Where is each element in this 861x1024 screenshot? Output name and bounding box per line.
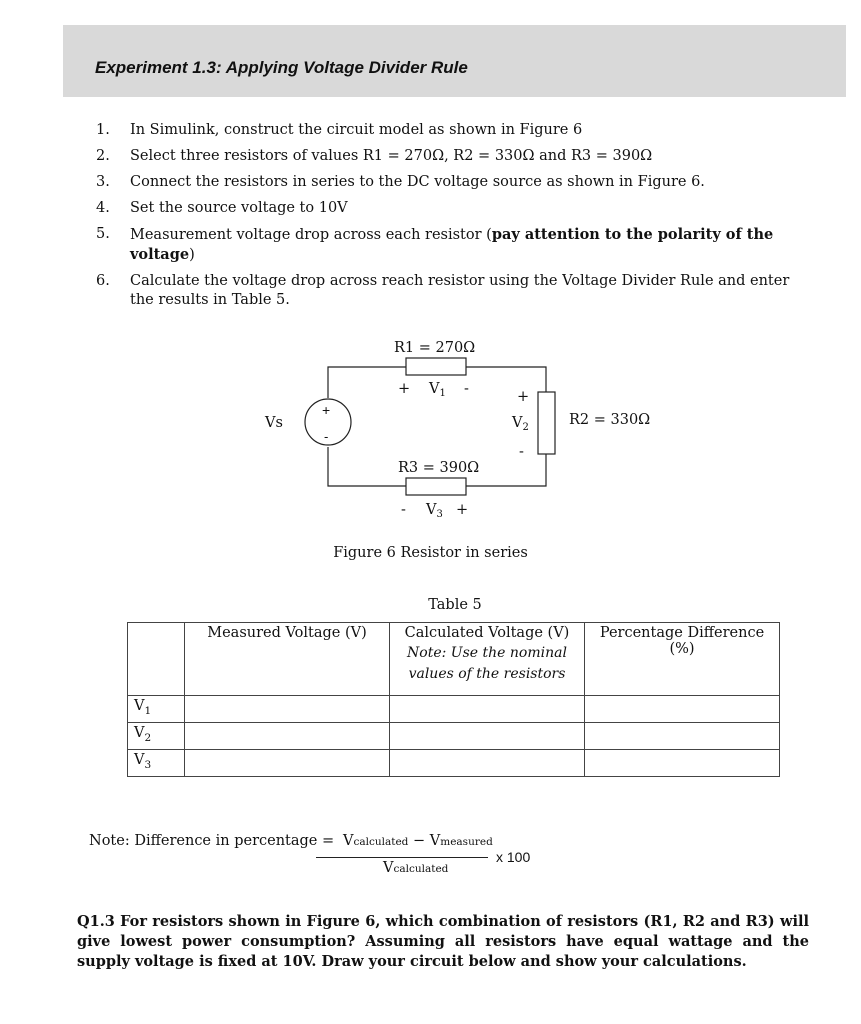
item-text: ): [189, 247, 195, 263]
item-text: Measurement voltage drop across each resistor (: [130, 227, 492, 243]
list-item: [96, 199, 816, 218]
list-item: [96, 173, 816, 192]
v3-plus-sign: +: [456, 502, 469, 518]
results-table: [127, 622, 780, 777]
item-number: 6.: [96, 273, 110, 289]
item-number: 3.: [96, 174, 110, 190]
row-label: $V_2$: [128, 723, 185, 750]
header-cell-measured: Measured Voltage (V): [185, 623, 390, 696]
calculated-note: Note: Use the nominal values of the resistors: [407, 645, 567, 682]
table-title: Table 5: [428, 597, 482, 613]
circuit-diagram: [0, 330, 861, 530]
item-number: 4.: [96, 200, 110, 216]
figure-caption: Figure 6 Resistor in series: [333, 545, 528, 561]
v3-minus-sign: -: [401, 502, 406, 518]
difference-cell[interactable]: [585, 696, 780, 723]
calculated-cell[interactable]: [390, 750, 585, 777]
table-header-row: [128, 623, 780, 696]
list-item: [96, 272, 816, 310]
v3-label: $V_3$: [426, 502, 443, 520]
v1-label: $V_1$: [429, 381, 446, 399]
source-minus-sign: -: [324, 429, 329, 444]
item-text: Select three resistors of values R1 = 270Ω, R2 = 330Ω and R3 = 390Ω: [130, 148, 653, 164]
formula-numerator: Vcalculated − Vmeasured: [343, 833, 493, 849]
vs-label: Vs: [265, 415, 283, 431]
header-cell-blank: [128, 623, 185, 696]
v2-label: $V_2$: [512, 415, 529, 433]
resistor-r3: [406, 478, 466, 495]
formula-prefix: Note: Difference in percentage =: [89, 833, 335, 849]
item-number: 2.: [96, 148, 110, 164]
item-text: Connect the resistors in series to the DC voltage source as shown in Figure 6.: [130, 174, 705, 190]
item-text: Set the source voltage to 10V: [130, 200, 348, 216]
row-label: $V_1$: [128, 696, 185, 723]
r1-label: R1 = 270Ω: [394, 340, 476, 356]
list-item: [96, 121, 816, 140]
fraction-bar: [316, 857, 488, 858]
formula-denominator: Vcalculated: [383, 860, 449, 876]
row-label: $V_3$: [128, 750, 185, 777]
resistor-r1: [406, 358, 466, 375]
v1-minus-sign: -: [464, 381, 469, 397]
header-band: [63, 25, 846, 97]
calculated-heading: Calculated Voltage (V): [404, 625, 570, 641]
measured-cell[interactable]: [185, 723, 390, 750]
item-text-bold: pay attention to the polarity of the voltage: [130, 226, 774, 263]
item-number: 5.: [96, 226, 110, 242]
v2-plus-sign: +: [517, 389, 530, 405]
header-cell-calculated: [390, 623, 585, 696]
item-number: 1.: [96, 122, 110, 138]
item-text: Calculate the voltage drop across reach resistor using the Voltage Divider Rule and enter the results in Table 5.: [130, 273, 790, 308]
table-row: [128, 696, 780, 723]
v1-plus-sign: +: [398, 381, 411, 397]
calculated-cell[interactable]: [390, 723, 585, 750]
table-row: [128, 750, 780, 777]
v2-minus-sign: -: [519, 444, 524, 460]
table-row: [128, 723, 780, 750]
formula-multiplier: x 100: [496, 849, 531, 865]
difference-cell[interactable]: [585, 723, 780, 750]
header-cell-difference: Percentage Difference (%): [585, 623, 780, 696]
list-item: [96, 225, 816, 265]
measured-cell[interactable]: [185, 696, 390, 723]
calculated-cell[interactable]: [390, 696, 585, 723]
item-text: In Simulink, construct the circuit model as shown in Figure 6: [130, 122, 583, 138]
question-text: Q1.3 For resistors shown in Figure 6, which combination of resistors (R1, R2 and R3) will give lowest power consumption? Assuming all resistors have equal wattage and the supply voltage is fixed at 10V. Draw your circuit below and show your calculations.: [77, 913, 809, 970]
list-item: [96, 147, 816, 166]
instruction-list: [96, 121, 816, 317]
page-title: Experiment 1.3: Applying Voltage Divider Rule: [95, 58, 468, 77]
resistor-r2: [538, 392, 555, 454]
measured-cell[interactable]: [185, 750, 390, 777]
r2-label: R2 = 330Ω: [569, 412, 651, 428]
difference-cell[interactable]: [585, 750, 780, 777]
source-plus-sign: +: [322, 402, 331, 418]
r3-label: R3 = 390Ω: [398, 460, 480, 476]
